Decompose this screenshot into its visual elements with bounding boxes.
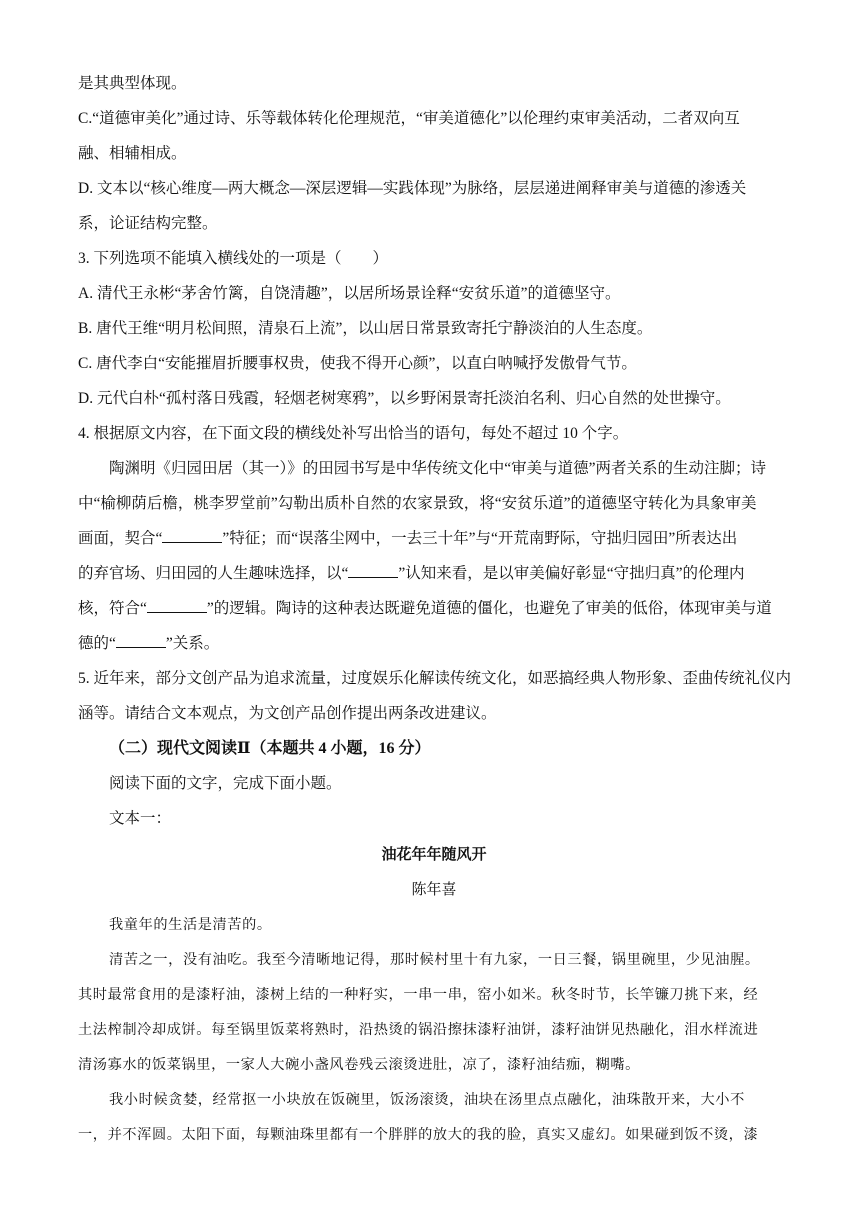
passage-text: 德的“ — [78, 635, 116, 652]
option-c-line: C.“道德审美化”通过诗、乐等载体转化伦理规范，“审美道德化”以伦理约束审美活动，二者双向互 — [78, 110, 740, 127]
story-title: 油花年年随风开 — [381, 847, 487, 863]
passage-text: 核，符合“ — [78, 600, 147, 617]
question-5: 5. 近年来，部分文创产品为追求流量，过度娱乐化解读传统文化，如恶搞经典人物形象、歪曲传统礼仪内 — [78, 670, 792, 687]
story-line: 清苦之一，没有油吃。我至今清晰地记得，那时候村里十有九家，一日三餐，锅里碗里，少见油腥。 — [109, 952, 760, 968]
instruction: 阅读下面的文字，完成下面小题。 — [109, 775, 342, 792]
passage-line — [78, 556, 790, 591]
text-line: 融、相辅相成。 — [78, 145, 187, 162]
text-label: 文本一： — [109, 810, 172, 827]
passage-text: ”关系。 — [165, 635, 220, 652]
story-line: 一，并不浑圆。太阳下面，每颗油珠里都有一个胖胖的放大的我的脸，真实又虚幻。如果碰到饭不烫，漆 — [78, 1127, 759, 1143]
passage-text: ”特征；而“误落尘网中，一去三十年”与“开荒南野际，守拙归园田”所表达出 — [222, 530, 738, 547]
story-line: 土法榨制冷却成饼。每至锅里饭菜将熟时，沿热烫的锅沿擦抹漆籽油饼，漆籽油饼见热融化，泪水样流进 — [78, 1022, 759, 1038]
passage-text: 画面，契合“ — [78, 530, 163, 547]
fill-blank-1[interactable] — [162, 541, 222, 543]
question-3-option-b: B. 唐代王维“明月松间照，清泉石上流”，以山居日常景致寄托宁静淡泊的人生态度。 — [78, 320, 653, 337]
text-line: 系，论证结构完整。 — [78, 215, 218, 232]
passage-text: 的弃官场、归田园的人生趣味选择，以“ — [78, 565, 349, 582]
document-page — [78, 66, 790, 1153]
question-5: 涵等。请结合文本观点，为文创产品创作提出两条改进建议。 — [78, 705, 497, 722]
passage-line: 中“榆柳荫后檐，桃李罗堂前”勾勒出质朴自然的农家景致，将“安贫乐道”的道德坚守转化为具象审美 — [78, 495, 757, 512]
story-line: 我小时候贪婪，经常抠一小块放在饭碗里，饭汤滚烫，油块在汤里点点融化，油珠散开来，大小不 — [109, 1092, 745, 1108]
text-line: 是其典型体现。 — [78, 75, 187, 92]
story-line: 其时最常食用的是漆籽油，漆树上结的一种籽实，一串一串，窑小如米。秋冬时节，长竿镰刀挑下来，经 — [78, 987, 759, 1003]
fill-blank-4[interactable] — [116, 646, 166, 648]
passage-line — [78, 521, 790, 556]
passage-text: ”认知来看，是以审美偏好彰显“守拙归真”的伦理内 — [398, 565, 745, 582]
question-3-option-d: D. 元代白朴“孤村落日残霞，轻烟老树寒鸦”，以乡野闲景寄托淡泊名利、归心自然的处世操守。 — [78, 390, 731, 407]
question-3-option-c: C. 唐代李白“安能摧眉折腰事权贵，使我不得开心颜”，以直白呐喊抒发傲骨气节。 — [78, 355, 637, 372]
story-line: 清汤寡水的饭菜锅里，一家人大碗小盏风卷残云滚烫进肚，凉了，漆籽油结痂，糊嘴。 — [78, 1057, 640, 1073]
section-title: （二）现代文阅读Ⅱ（本题共 4 小题，16 分） — [109, 740, 431, 757]
question-4: 4. 根据原文内容，在下面文段的横线处补写出恰当的语句，每处不超过 10 个字。 — [78, 425, 629, 442]
passage-text: ”的逻辑。陶诗的这种表达既避免道德的僵化，也避免了审美的低俗，体现审美与道 — [206, 600, 772, 617]
question-3: 3. 下列选项不能填入横线处的一项是（ ） — [78, 250, 389, 267]
story-line: 我童年的生活是清苦的。 — [109, 917, 272, 933]
question-3-option-a: A. 清代王永彬“茅舍竹篱，自饶清趣”，以居所场景诠释“安贫乐道”的道德坚守。 — [78, 285, 621, 302]
passage-line: 陶渊明《归园田居（其一）》的田园书写是中华传统文化中“审美与道德”两者关系的生动注脚；诗 — [109, 460, 767, 477]
option-d-line: D. 文本以“核心维度—两大概念—深层逻辑—实践体现”为脉络，层层递进阐释审美与道德的渗透关 — [78, 180, 747, 197]
story-author: 陈年喜 — [411, 882, 457, 898]
fill-blank-3[interactable] — [147, 611, 207, 613]
passage-line — [78, 626, 790, 661]
fill-blank-2[interactable] — [348, 576, 398, 578]
passage-line — [78, 591, 790, 626]
